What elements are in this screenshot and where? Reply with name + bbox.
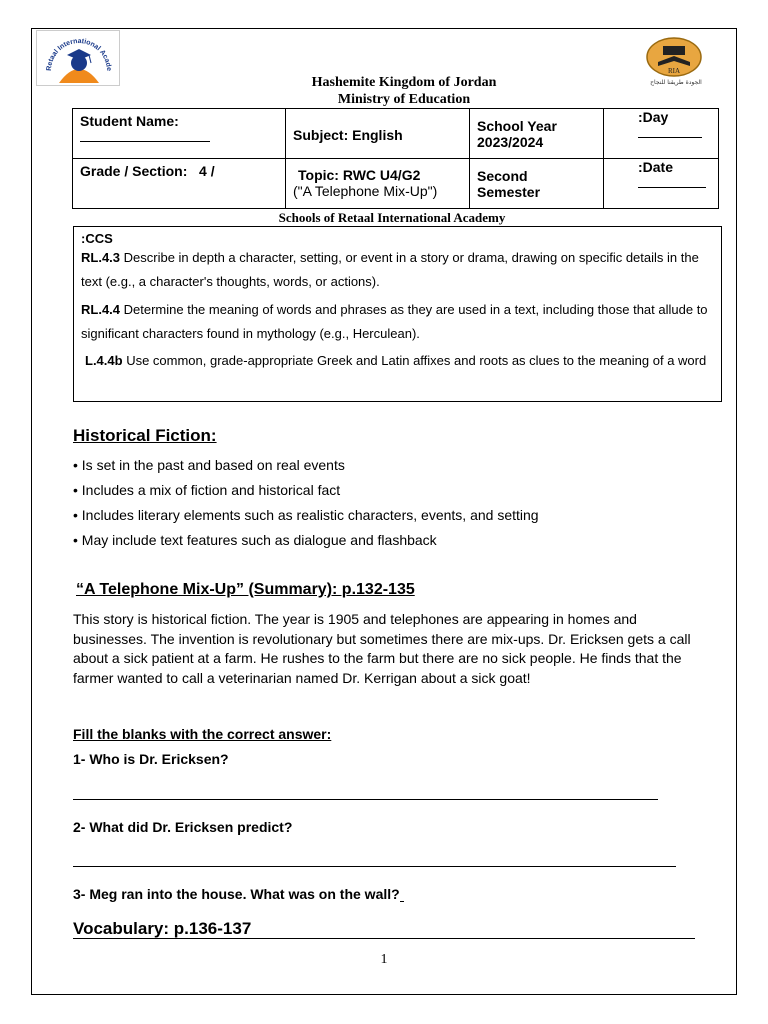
topic-title: ("A Telephone Mix-Up") bbox=[293, 183, 438, 199]
question-3: 3- Meg ran into the house. What was on the wall? bbox=[73, 886, 400, 902]
list-item: • Includes literary elements such as realistic characters, events, and setting bbox=[73, 507, 539, 523]
school-year-value: 2023/2024 bbox=[477, 133, 544, 150]
question-3-wrap bbox=[73, 886, 404, 902]
date-label: :Date bbox=[638, 159, 674, 175]
logo-right-text: RIA bbox=[667, 67, 681, 75]
student-name-cell[interactable] bbox=[73, 109, 286, 159]
summary-text: This story is historical fiction. The year is 1905 and telephones are appearing in homes and businesses. The invention is revolutionary but sometimes there are mix-ups. Dr. Ericksen gets a call about a sick patient at a farm. He rushes to the farm but there are no sick people. He finds that the farmer wanted to call a veterinarian named Dr. Kerrigan about a sick goat! bbox=[73, 611, 691, 686]
date-cell[interactable] bbox=[604, 159, 719, 209]
question-2: 2- What did Dr. Ericksen predict? bbox=[73, 819, 293, 835]
list-item: • Includes a mix of fiction and historical fact bbox=[73, 482, 341, 498]
school-year-cell bbox=[470, 109, 604, 159]
standard-l44b: L.4.4b Use common, grade-appropriate Greek and Latin affixes and roots as clues to the meaning of a word bbox=[85, 353, 707, 368]
student-name-blank[interactable] bbox=[80, 134, 210, 142]
question-1: 1- Who is Dr. Ericksen? bbox=[73, 751, 229, 767]
semester-line-2: Semester bbox=[477, 183, 541, 200]
grade-label: Grade / Section: bbox=[80, 163, 188, 179]
list-item: • Is set in the past and based on real events bbox=[73, 457, 345, 473]
day-blank[interactable] bbox=[638, 126, 702, 138]
logo-left-text: Retaal International Acade bbox=[45, 37, 113, 72]
summary-heading: “A Telephone Mix-Up” (Summary): p.132-135 bbox=[76, 581, 415, 598]
standard-rl44: RL.4.4 Determine the meaning of words and phrases as they are used in a text, including those that allude to significant characters found in mythology (e.g., Herculean). bbox=[81, 302, 708, 341]
list-item: • May include text features such as dialogue and flashback bbox=[73, 532, 437, 548]
schools-title: Schools of Retaal International Academy bbox=[278, 210, 506, 225]
answer-line-2[interactable] bbox=[73, 866, 676, 867]
school-year-label: School Year bbox=[477, 117, 557, 134]
grade-cell[interactable] bbox=[73, 159, 286, 209]
answer-line-1[interactable] bbox=[73, 799, 658, 800]
answer-blank-3[interactable] bbox=[400, 888, 404, 902]
topic-label: Topic: RWC U4/G2 bbox=[298, 167, 421, 183]
topic-cell bbox=[286, 159, 470, 209]
page-number: 1 bbox=[380, 952, 388, 967]
ccs-label: :CCS bbox=[81, 231, 113, 246]
vocabulary-underline bbox=[73, 938, 695, 939]
ministry-title: Ministry of Education bbox=[337, 92, 471, 107]
day-label: :Day bbox=[638, 109, 669, 125]
date-blank[interactable] bbox=[638, 176, 706, 188]
semester-line-1: Second bbox=[477, 167, 528, 184]
fill-blanks-title: Fill the blanks with the correct answer: bbox=[73, 726, 332, 742]
historical-fiction-list bbox=[73, 453, 539, 553]
subject-cell bbox=[286, 109, 470, 159]
historical-fiction-heading: Historical Fiction: bbox=[73, 426, 217, 445]
semester-cell bbox=[470, 159, 604, 209]
student-name-label: Student Name: bbox=[80, 113, 179, 129]
kingdom-title: Hashemite Kingdom of Jordan bbox=[311, 75, 497, 90]
subject-label: Subject: English bbox=[293, 126, 403, 143]
student-info-table bbox=[72, 108, 719, 209]
grade-value: 4 / bbox=[199, 163, 215, 179]
standard-rl43: RL.4.3 Describe in depth a character, setting, or event in a story or drama, drawing on specific details in the text (e.g., a character's thoughts, words, or actions). bbox=[81, 250, 699, 289]
vocabulary-heading: Vocabulary: p.136-137 bbox=[73, 919, 252, 938]
ccs-standards-box bbox=[73, 226, 722, 402]
logo-right-arabic: الجودة طريقنا للنجاح bbox=[650, 79, 702, 86]
day-cell[interactable] bbox=[604, 109, 719, 159]
